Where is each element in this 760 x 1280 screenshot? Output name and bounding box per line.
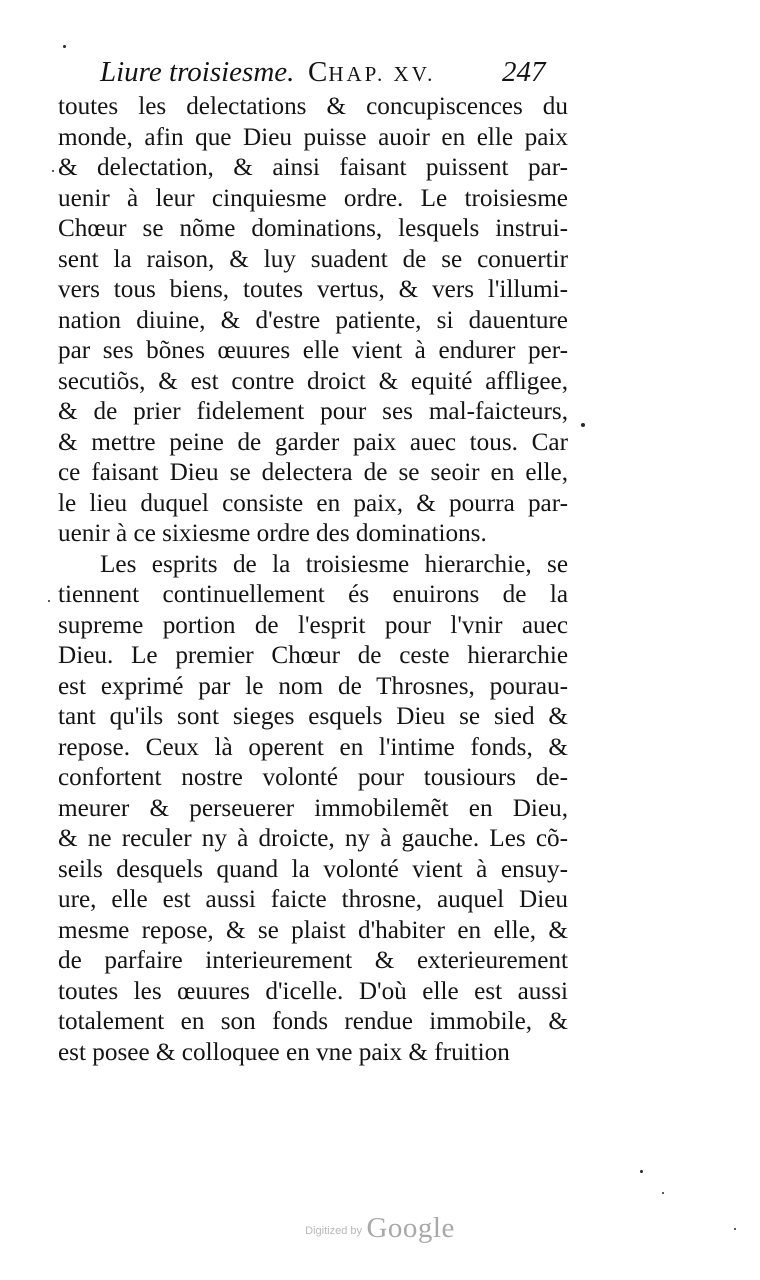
- text-line: ce faisant Dieu se delectera de se seoir en elle,: [58, 459, 568, 486]
- page-number: 247: [502, 56, 546, 88]
- chapter-initial: C: [308, 56, 329, 88]
- print-speck: [581, 423, 585, 427]
- text-line: & ne reculer ny à droicte, ny à gauche. Les cõ-: [58, 825, 568, 852]
- chapter-abbrev: HAP.: [328, 62, 386, 86]
- text-line: secutiõs, & est contre droict & equité affligee,: [58, 367, 568, 395]
- text-line: meurer & perseuerer immobilemẽt en Dieu,: [58, 794, 568, 822]
- text-line: toutes les œuures d'icelle. D'où elle est aussi: [58, 977, 568, 1005]
- text-line: totalement en son fonds rendue immobile, &: [58, 1008, 568, 1035]
- text-line: Les esprits de la troisiesme hierarchie, se: [100, 550, 568, 578]
- header-chapter: [308, 52, 435, 94]
- text-line: est posee & colloquee en vne paix & fruition: [58, 1038, 510, 1066]
- text-line: par ses bõnes œuures elle vient à endurer per-: [58, 337, 568, 364]
- paragraph: [58, 550, 568, 1069]
- text-line: le lieu duquel consiste en paix, & pourra par-: [58, 489, 568, 517]
- text-line: supreme portion de l'esprit pour l'vnir auec: [58, 611, 568, 639]
- text-line: seils desquels quand la volonté vient à ensuy-: [58, 855, 568, 883]
- header-book-title: Liure troisiesme.: [100, 56, 295, 88]
- text-line: Chœur se nõme dominations, lesquels instrui-: [58, 215, 568, 242]
- text-line: toutes les delectations & concupiscences du: [58, 93, 568, 120]
- text-line: repose. Ceux là operent en l'intime fonds, &: [58, 733, 568, 761]
- text-line: ure, elle est aussi faicte throsne, auquel Dieu: [58, 886, 568, 913]
- text-line: Dieu. Le premier Chœur de ceste hierarchie: [58, 642, 568, 669]
- paragraph: [58, 92, 568, 550]
- running-header: [100, 52, 570, 92]
- text-line: vers tous biens, toutes vertus, & vers l'illumi-: [58, 276, 568, 303]
- digitized-by-label: Digitized by: [305, 1225, 363, 1237]
- print-speck: [734, 1228, 736, 1230]
- text-line: & de prier fidelement pour ses mal-faicteurs,: [58, 398, 568, 425]
- print-speck: [52, 170, 54, 172]
- print-speck: [63, 45, 66, 48]
- text-line: de parfaire interieurement & exterieurement: [58, 947, 568, 974]
- text-line: est exprimé par le nom de Throsnes, pourau-: [58, 672, 568, 700]
- text-line: tiennent continuellement és enuirons de la: [58, 581, 568, 608]
- text-line: monde, afin que Dieu puisse auoir en elle paix: [58, 123, 568, 151]
- text-line: uenir à ce sixiesme ordre des dominations.: [58, 520, 487, 547]
- text-line: & mettre peine de garder paix auec tous. Car: [58, 428, 568, 456]
- text-line: nation diuine, & d'estre patiente, si dauenture: [58, 306, 568, 334]
- text-line: confortent nostre volonté pour tousiours de-: [58, 764, 568, 791]
- text-line: & delectation, & ainsi faisant puissent par-: [58, 154, 568, 181]
- print-speck: [662, 1192, 664, 1194]
- body-text: [58, 92, 568, 1068]
- digitization-watermark: [0, 1212, 760, 1248]
- google-wordmark: Google: [366, 1212, 455, 1244]
- print-speck: [48, 600, 50, 602]
- text-line: mesme repose, & se plaist d'habiter en elle, &: [58, 916, 568, 944]
- text-line: tant qu'ils sont sieges esquels Dieu se sied &: [58, 703, 568, 730]
- print-speck: [640, 1170, 643, 1173]
- chapter-number: XV.: [393, 62, 436, 86]
- text-line: sent la raison, & luy suadent de se conuertir: [58, 245, 568, 273]
- text-line: uenir à leur cinquiesme ordre. Le troisiesme: [58, 184, 568, 212]
